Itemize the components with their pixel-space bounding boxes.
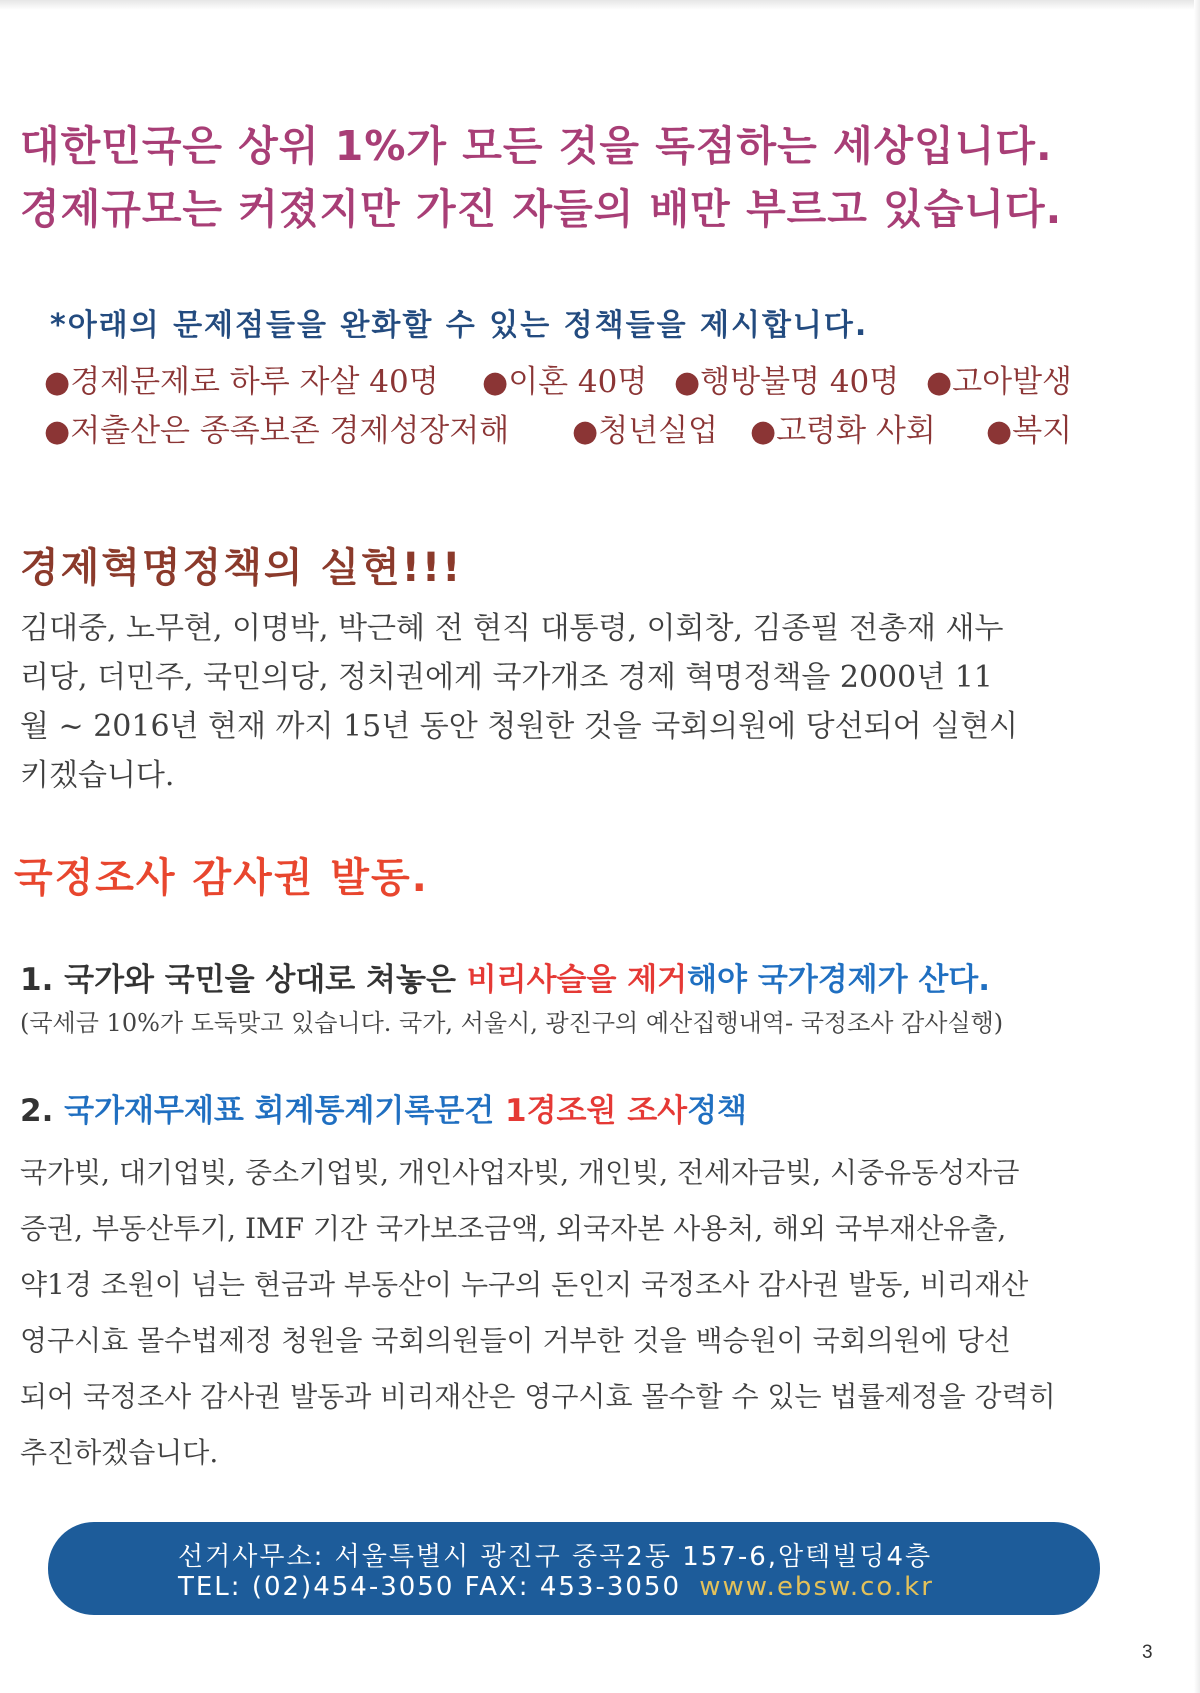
list-item [482, 356, 647, 401]
bullet-dot-icon: ● [986, 414, 1013, 449]
item-emphasis-blue: 국가경제가 산다. [757, 962, 991, 998]
page-right-edge [1194, 0, 1200, 1693]
bullet-dot-icon: ● [750, 414, 777, 449]
problem-text: 고령화 사회 [776, 413, 936, 449]
list-item [926, 356, 1072, 401]
item-emphasis-blue: 정책 [687, 1093, 747, 1129]
paragraph-line: 월 ~ 2016년 현재 까지 15년 동안 청원한 것을 국회의원에 당선되어 실현시 [20, 709, 1019, 744]
problem-text: 복지 [1012, 413, 1073, 449]
audit-item-2 [20, 1085, 747, 1130]
headline-line-1: 대한민국은 상위 1%가 모든 것을 독점하는 세상입니다. [20, 122, 1053, 170]
phone-fax: TEL: (02)454-3050 FAX: 453-3050 [178, 1572, 681, 1602]
problem-text: 고아발생 [952, 364, 1072, 400]
problem-text: 청년실업 [598, 413, 718, 449]
headline-line-2: 경제규모는 커졌지만 가진 자들의 배만 부르고 있습니다. [20, 185, 1063, 233]
economic-revolution-body [20, 604, 1140, 800]
list-item [674, 356, 899, 401]
paragraph-line: 약1경 조원이 넘는 현금과 부동산이 누구의 돈인지 국정조사 감사권 발동, 비리재산 [20, 1268, 1029, 1301]
list-item [986, 405, 1072, 450]
office-address: 선거사무소: 서울특별시 광진구 중곡2동 157-6,암텍빌딩4층 [178, 1542, 933, 1572]
bullet-dot-icon: ● [674, 365, 701, 400]
bullet-dot-icon: ● [44, 414, 71, 449]
list-item [44, 356, 439, 401]
contact-banner [48, 1522, 1100, 1615]
economic-revolution-title: 경제혁명정책의 실현!!! [20, 545, 463, 591]
page-number: 3 [1142, 1642, 1153, 1663]
paragraph-line: 키겠습니다. [20, 758, 175, 793]
paragraph-line: 김대중, 노무현, 이명박, 박근혜 전 현직 대통령, 이회창, 김종필 전총재 새누 [20, 611, 1004, 646]
policy-intro: *아래의 문제점들을 완화할 수 있는 정책들을 제시합니다. [50, 308, 869, 343]
item-text: 국가와 국민을 상대로 쳐놓은 [64, 962, 456, 998]
problem-text: 행방불명 40명 [700, 364, 900, 400]
list-item [44, 405, 509, 450]
paragraph-line: 국가빚, 대기업빚, 중소기업빚, 개인사업자빚, 개인빚, 전세자금빚, 시중유동성자금 [20, 1156, 1020, 1189]
item-emphasis-red: 비리사슬을 제거 [466, 962, 688, 998]
problem-text: 경제문제로 하루 자살 40명 [70, 364, 439, 400]
bullet-dot-icon: ● [44, 365, 71, 400]
list-item [572, 405, 718, 450]
paragraph-line: 추진하겠습니다. [20, 1436, 219, 1469]
item-emphasis-blue: 해야 [687, 962, 748, 998]
item-emphasis-blue: 국가재무제표 회계통계기록문건 [64, 1093, 495, 1129]
page-top-edge [0, 0, 1200, 10]
audit-item-1-note: (국세금 10%가 도둑맞고 있습니다. 국가, 서울시, 광진구의 예산집행내역- 국정조사 감사실행) [20, 1009, 1004, 1037]
item-number: 1. [20, 962, 54, 998]
item-number: 2. [20, 1093, 54, 1129]
bullet-dot-icon: ● [482, 365, 509, 400]
bullet-dot-icon: ● [926, 365, 953, 400]
list-item [750, 405, 936, 450]
paragraph-line: 리당, 더민주, 국민의당, 정치권에게 국가개조 경제 혁명정책을 2000년 11 [20, 660, 993, 695]
website-link[interactable]: www.ebsw.co.kr [699, 1572, 934, 1602]
problem-text: 이혼 40명 [508, 364, 648, 400]
problem-text: 저출산은 종족보존 경제성장저해 [70, 413, 510, 449]
audit-body [20, 1145, 1140, 1481]
bullet-dot-icon: ● [572, 414, 599, 449]
audit-item-1 [20, 954, 990, 999]
paragraph-line: 영구시효 몰수법제정 청원을 국회의원들이 거부한 것을 백승원이 국회의원에 당선 [20, 1324, 1011, 1357]
contact-line [178, 1572, 934, 1602]
audit-section-title: 국정조사 감사권 발동. [14, 855, 429, 901]
paragraph-line: 증권, 부동산투기, IMF 기간 국가보조금액, 외국자본 사용처, 해외 국부재산유출, [20, 1212, 1007, 1245]
paragraph-line: 되어 국정조사 감사권 발동과 비리재산은 영구시효 몰수할 수 있는 법률제정을 강력히 [20, 1380, 1056, 1413]
item-emphasis-red: 1경조원 조사 [505, 1093, 688, 1129]
